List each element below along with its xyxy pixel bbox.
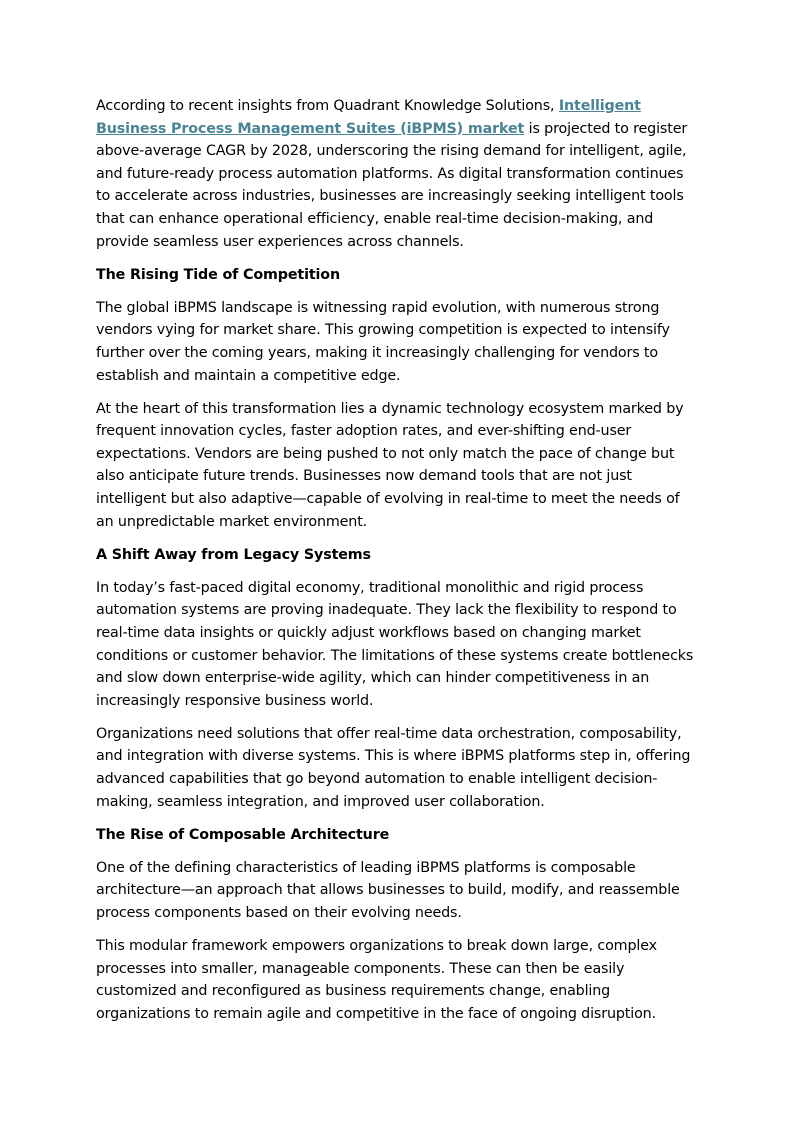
composable-paragraph-2: This modular framework empowers organizations to break down large, complex processes into smaller, manageable components. These can then be easily customized and reconfigured as business requirements change, enabling organizations to remain agile and competitive in the face of ongoing disruption. (96, 938, 657, 1022)
competition-paragraph-2: At the heart of this transformation lies a dynamic technology ecosystem marked by frequent innovation cycles, faster adoption rates, and ever-shifting end-user expectations. Vendors are being pushed to not only match the pace of change but also anticipate future trends. Businesses now demand tools that are not just intelligent but also adaptive—capable of evolving in real-time to meet the needs of an unpredictable market environment. (96, 400, 684, 530)
intro-paragraph (96, 95, 700, 253)
document-body (96, 95, 700, 1036)
ibpms-market-link[interactable]: Intelligent Business Process Management Suites (iBPMS) market (96, 98, 641, 137)
composable-paragraph-1: One of the defining characteristics of leading iBPMS platforms is composable architecture—an approach that allows businesses to build, modify, and reassemble process components based on their evolving needs. (96, 859, 680, 921)
legacy-paragraph-1: In today’s fast-paced digital economy, traditional monolithic and rigid process automation systems are proving inadequate. They lack the flexibility to respond to real-time data insights or quickly adjust workflows based on changing market conditions or customer behavior. The limitations of these systems create bottlenecks and slow down enterprise-wide agility, which can hinder competitiveness in an increasingly responsive business world. (96, 579, 694, 709)
section-heading-composable: The Rise of Composable Architecture (96, 826, 390, 843)
legacy-paragraph-2: Organizations need solutions that offer real-time data orchestration, composability, and integration with diverse systems. This is where iBPMS platforms step in, offering advanced capabilities that go beyond automation to enable intelligent decision-making, seamless integration, and improved user collaboration. (96, 725, 691, 810)
section-heading-competition: The Rising Tide of Competition (96, 266, 341, 283)
competition-paragraph-1: The global iBPMS landscape is witnessing rapid evolution, with numerous strong vendors vying for market share. This growing competition is expected to intensify further over the coming years, making it increasingly challenging for vendors to establish and maintain a competitive edge. (96, 299, 670, 384)
intro-rest: is projected to register above-average CAGR by 2028, underscoring the rising demand for intelligent, agile, and future-ready process automation platforms. As digital transformation continues to accelerate across industries, businesses are increasingly seeking intelligent tools that can enhance operational efficiency, enable real-time decision-making, and provide seamless user experiences across channels. (96, 120, 688, 250)
intro-lead: According to recent insights from Quadrant Knowledge Solutions, (96, 98, 559, 114)
section-heading-legacy: A Shift Away from Legacy Systems (96, 546, 371, 563)
